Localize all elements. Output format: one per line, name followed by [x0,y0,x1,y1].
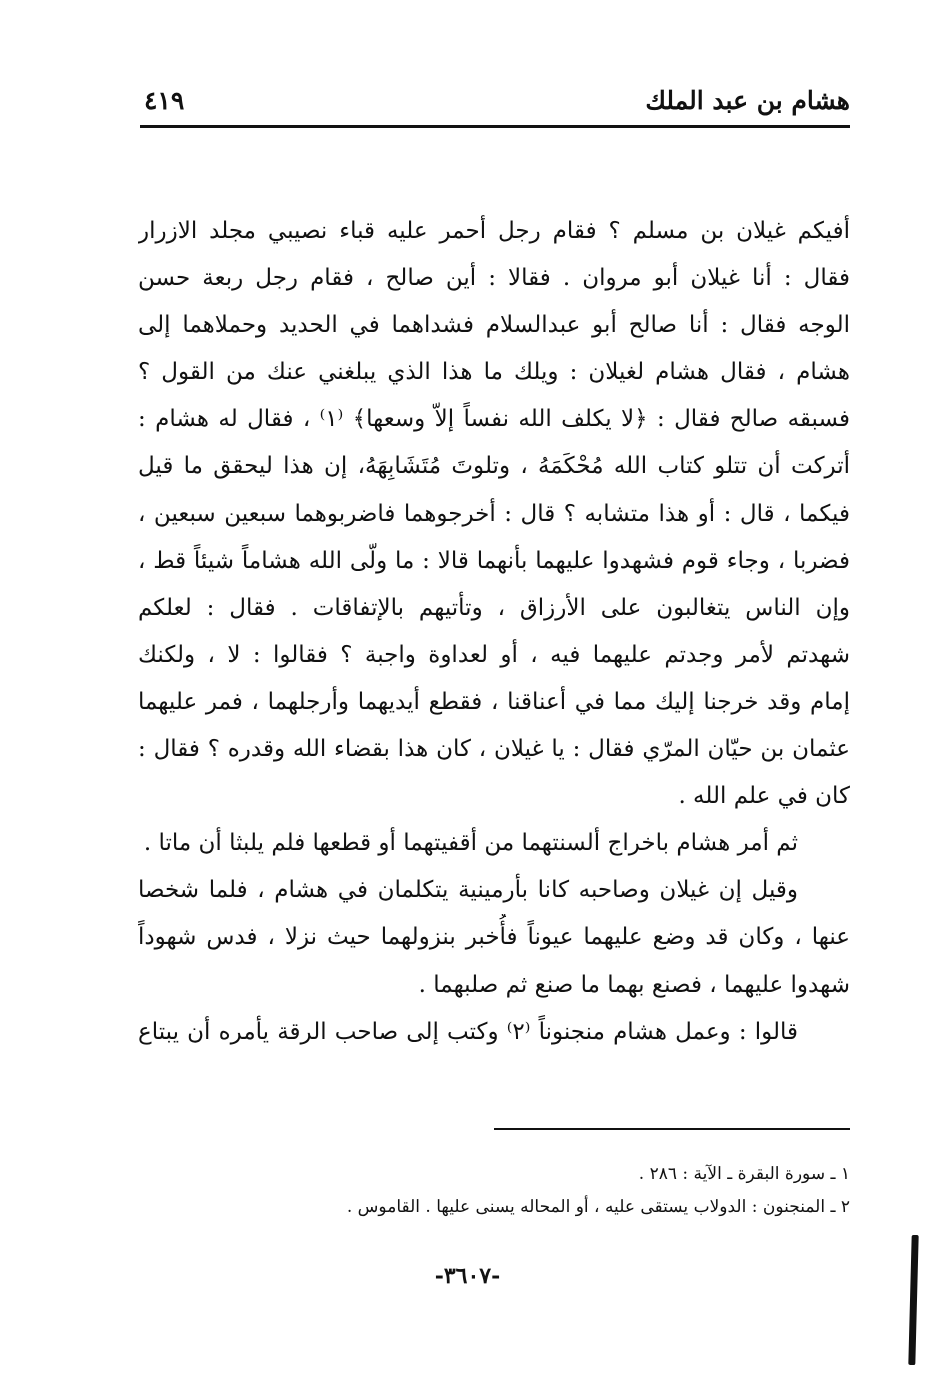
text-line: أتركت أن تتلو كتاب الله مُحْكَمَهُ ، وتلوتَ مُتَشَابِهَهُ، إن هذا ليحقق ما قيل [138,453,850,480]
text-line: فسبقه صالح فقال : ﴿لا يكلف الله نفساً إلاّ وسعها﴾ ⁽١⁾ ، فقال له هشام : [138,406,850,433]
page-number: -٣٦٠٧- [434,1263,501,1289]
binding-edge-mark [908,1235,918,1365]
text-line: أفيكم غيلان بن مسلم ؟ فقام رجل أحمر عليه قباء نصيبي مجلد الازرار [138,218,850,244]
text-line: فقال : أنا غيلان أبو مروان . فقالا : أين صالح ، فقام رجل ربعة حسن [138,265,850,292]
text-line: هشام ، فقال هشام لغيلان : ويلك ما هذا الذي يبلغني عنك من القول ؟ [138,359,850,386]
text-line: ثم أمر هشام باخراج ألسنتهما من أقفيتهما أو قطعها فلم يلبثا أن ماتا . [143,830,798,857]
text-line: الوجه فقال : أنا صالح أبو عبدالسلام فشداهما في الحديد وحملاهما إلى [138,312,850,339]
footnotes [140,1158,850,1224]
text-line: وقيل إن غيلان وصاحبه كانا بأرمينية يتكلمان في هشام ، فلما شخصا [138,877,798,904]
text-line: عنها ، وكان قد وضع عليهما عيوناً فأُخبر بنزولهما حيث نزلا ، فدس شهوداً [138,924,850,951]
page-header [140,80,850,124]
running-head: هشام بن عبد الملك [645,86,850,115]
footnote-item: ١ ـ سورة البقرة ـ الآية : ٢٨٦ . [638,1164,850,1184]
folio-number: ٤١٩ [144,86,185,115]
text-line: فيكما ، قال : أو هذا متشابه ؟ قال : أخرجوهما فاضربوهما سبعين سبعين ، [138,500,850,527]
text-line: قالوا : وعمل هشام منجنوناً ⁽٢⁾ وكتب إلى صاحب الرقة يأمره أن يبتاع [138,1018,798,1045]
header-rule [140,125,850,128]
footnote-separator [494,1128,850,1130]
footnote-item: ٢ ـ المنجنون : الدولاب يستقى عليه ، أو المحاله يسنى عليها . القاموس . [346,1197,850,1217]
text-line: وإن الناس يتغالبون على الأرزاق ، وتأتيهم بالإتفاقات . فقال : لعلكم [138,594,850,621]
text-line: شهدتم لأمر وجدتم عليهما فيه ، أو لعداوة واجبة ؟ فقالوا : لا ، ولكنك [138,641,850,668]
text-line: إمام وقد خرجنا إليك مما في أعناقنا ، فقطع أيديهما وأرجلهما ، فمر عليهما [138,688,850,715]
text-line: شهدوا عليهما ، فصنع بهما ما صنع ثم صلبهما . [418,971,850,998]
body-text [138,208,850,1056]
text-line: فضربا ، وجاء قوم فشهدوا عليهما بأنهما قالا : ما ولّى الله هشاماً شيئاً قط ، [138,547,850,574]
text-line: عثمان بن حيّان المرّي فقال : يا غيلان ، كان هذا بقضاء الله وقدره ؟ فقال : [138,736,850,763]
text-line: كان في علم الله . [678,783,850,810]
